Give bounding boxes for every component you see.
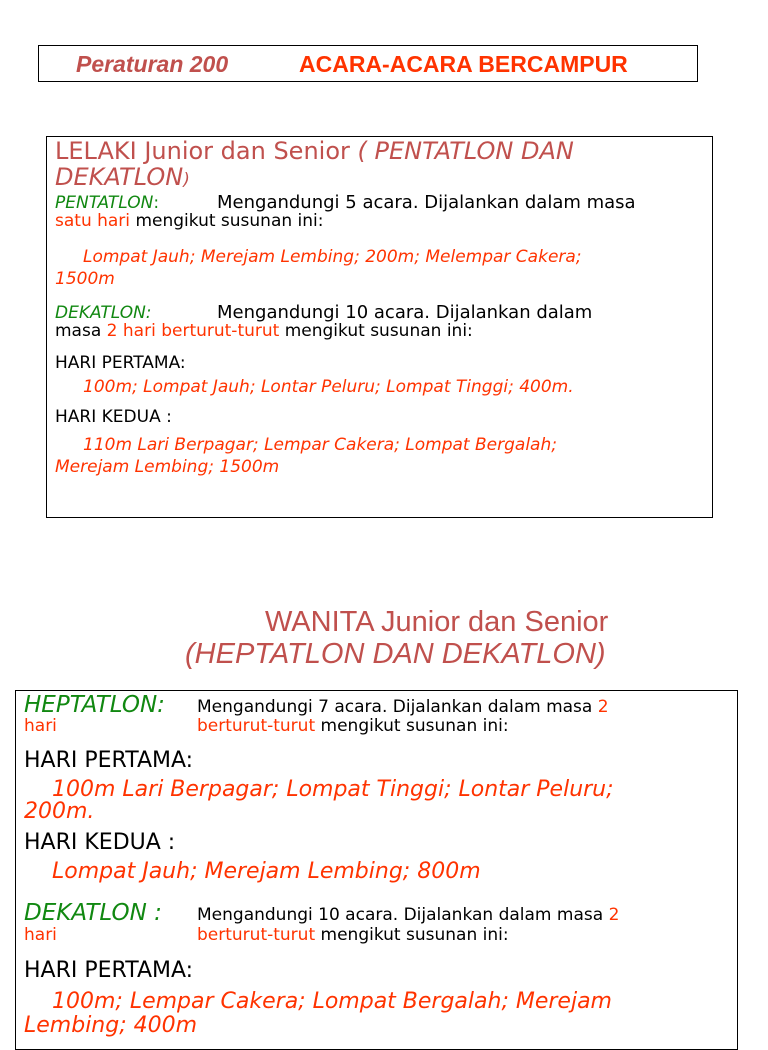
- heptatlon-order: mengikut susunan ini:: [320, 716, 509, 736]
- dekatlon-line2: [55, 323, 473, 340]
- wanita-dek-day1-label: HARI PERTAMA:: [24, 958, 194, 983]
- dekatlon-two-days: 2 hari berturut-turut: [106, 321, 280, 341]
- heptatlon-desc-line1: [197, 699, 609, 716]
- lelaki-box: [46, 136, 713, 518]
- wanita-dekatlon-desc-line1: [197, 907, 619, 924]
- wanita-dekatlon-desc: Mengandungi 10 acara. Dijalankan dalam masa: [197, 905, 604, 925]
- pentatlon-one-day: satu hari: [55, 211, 131, 231]
- wanita-dekatlon-label: DEKATLON :: [24, 900, 162, 926]
- heptatlon-desc-line2: [197, 718, 509, 735]
- dekatlon-label: DEKATLON:: [55, 303, 152, 323]
- title-box: [38, 45, 698, 82]
- pentatlon-order: mengikut susunan ini:: [135, 211, 324, 231]
- wanita-heading-1: WANITA Junior dan Senior: [265, 606, 609, 638]
- wanita-day1-events-2: 200m.: [24, 799, 95, 824]
- wanita-day1-events-1: 100m Lari Berpagar; Lompat Tinggi; Lontar Peluru;: [52, 777, 614, 802]
- rule-number: Peraturan 200: [76, 51, 229, 77]
- lelaki-day1-events: 100m; Lompat Jauh; Lontar Peluru; Lompat Tinggi; 400m.: [83, 377, 574, 397]
- pentatlon-events-1: Lompat Jauh; Merejam Lembing; 200m; Melempar Cakera;: [83, 247, 582, 267]
- pentatlon-desc: Mengandungi 5 acara. Dijalankan dalam masa: [217, 192, 636, 213]
- pentatlon-label: PENTATLON: [55, 193, 154, 213]
- wanita-dek-day1-events-1: 100m; Lempar Cakera; Lompat Bergalah; Merejam: [52, 989, 612, 1014]
- heptatlon-desc: Mengandungi 7 acara. Dijalankan dalam masa: [197, 697, 593, 717]
- lelaki-day2-events-2: Merejam Lembing; 1500m: [55, 457, 280, 477]
- pentatlon-line1: [55, 195, 159, 212]
- dekatlon-order: mengikut susunan ini:: [284, 321, 473, 341]
- wanita-dekatlon-consecutive: berturut-turut: [197, 925, 316, 945]
- wanita-box: [15, 690, 738, 1050]
- wanita-dekatlon-order: mengikut susunan ini:: [320, 925, 509, 945]
- heptatlon-consecutive: berturut-turut: [197, 716, 316, 736]
- wanita-day2-events: Lompat Jauh; Merejam Lembing; 800m: [52, 859, 481, 884]
- page-title: ACARA-ACARA BERCAMPUR: [299, 51, 628, 77]
- wanita-dekatlon-two: 2: [608, 905, 620, 925]
- lelaki-heading-paren: ( PENTATLON DAN: [357, 137, 574, 165]
- lelaki-heading-line2: [55, 165, 190, 189]
- wanita-dekatlon-hari: hari: [24, 925, 57, 945]
- lelaki-day2-label: HARI KEDUA :: [55, 407, 172, 427]
- wanita-heading-2: (HEPTATLON DAN DEKATLON): [185, 638, 606, 670]
- pentatlon-line2: [55, 213, 324, 230]
- pentatlon-events-2: 1500m: [55, 269, 115, 289]
- lelaki-heading-close: ): [183, 170, 190, 190]
- lelaki-heading-line1: [55, 139, 574, 163]
- lelaki-day1-label: HARI PERTAMA:: [55, 353, 186, 373]
- wanita-day1-label: HARI PERTAMA:: [24, 748, 194, 773]
- heptatlon-hari: hari: [24, 716, 57, 736]
- lelaki-day2-events-1: 110m Lari Berpagar; Lempar Cakera; Lompat Bergalah;: [83, 435, 557, 455]
- dekatlon-masa: masa: [55, 321, 102, 341]
- wanita-day2-label: HARI KEDUA :: [24, 830, 176, 855]
- heptatlon-label: HEPTATLON:: [24, 692, 165, 718]
- heptatlon-two: 2: [597, 697, 609, 717]
- wanita-dekatlon-desc-line2: [197, 927, 509, 944]
- lelaki-heading-text: LELAKI Junior dan Senior: [55, 137, 350, 165]
- pentatlon-colon: :: [153, 193, 160, 213]
- dekatlon-desc: Mengandungi 10 acara. Dijalankan dalam: [217, 302, 593, 323]
- lelaki-heading-dekatlon: DEKATLON: [55, 163, 184, 191]
- wanita-dek-day1-events-2: Lembing; 400m: [24, 1013, 198, 1038]
